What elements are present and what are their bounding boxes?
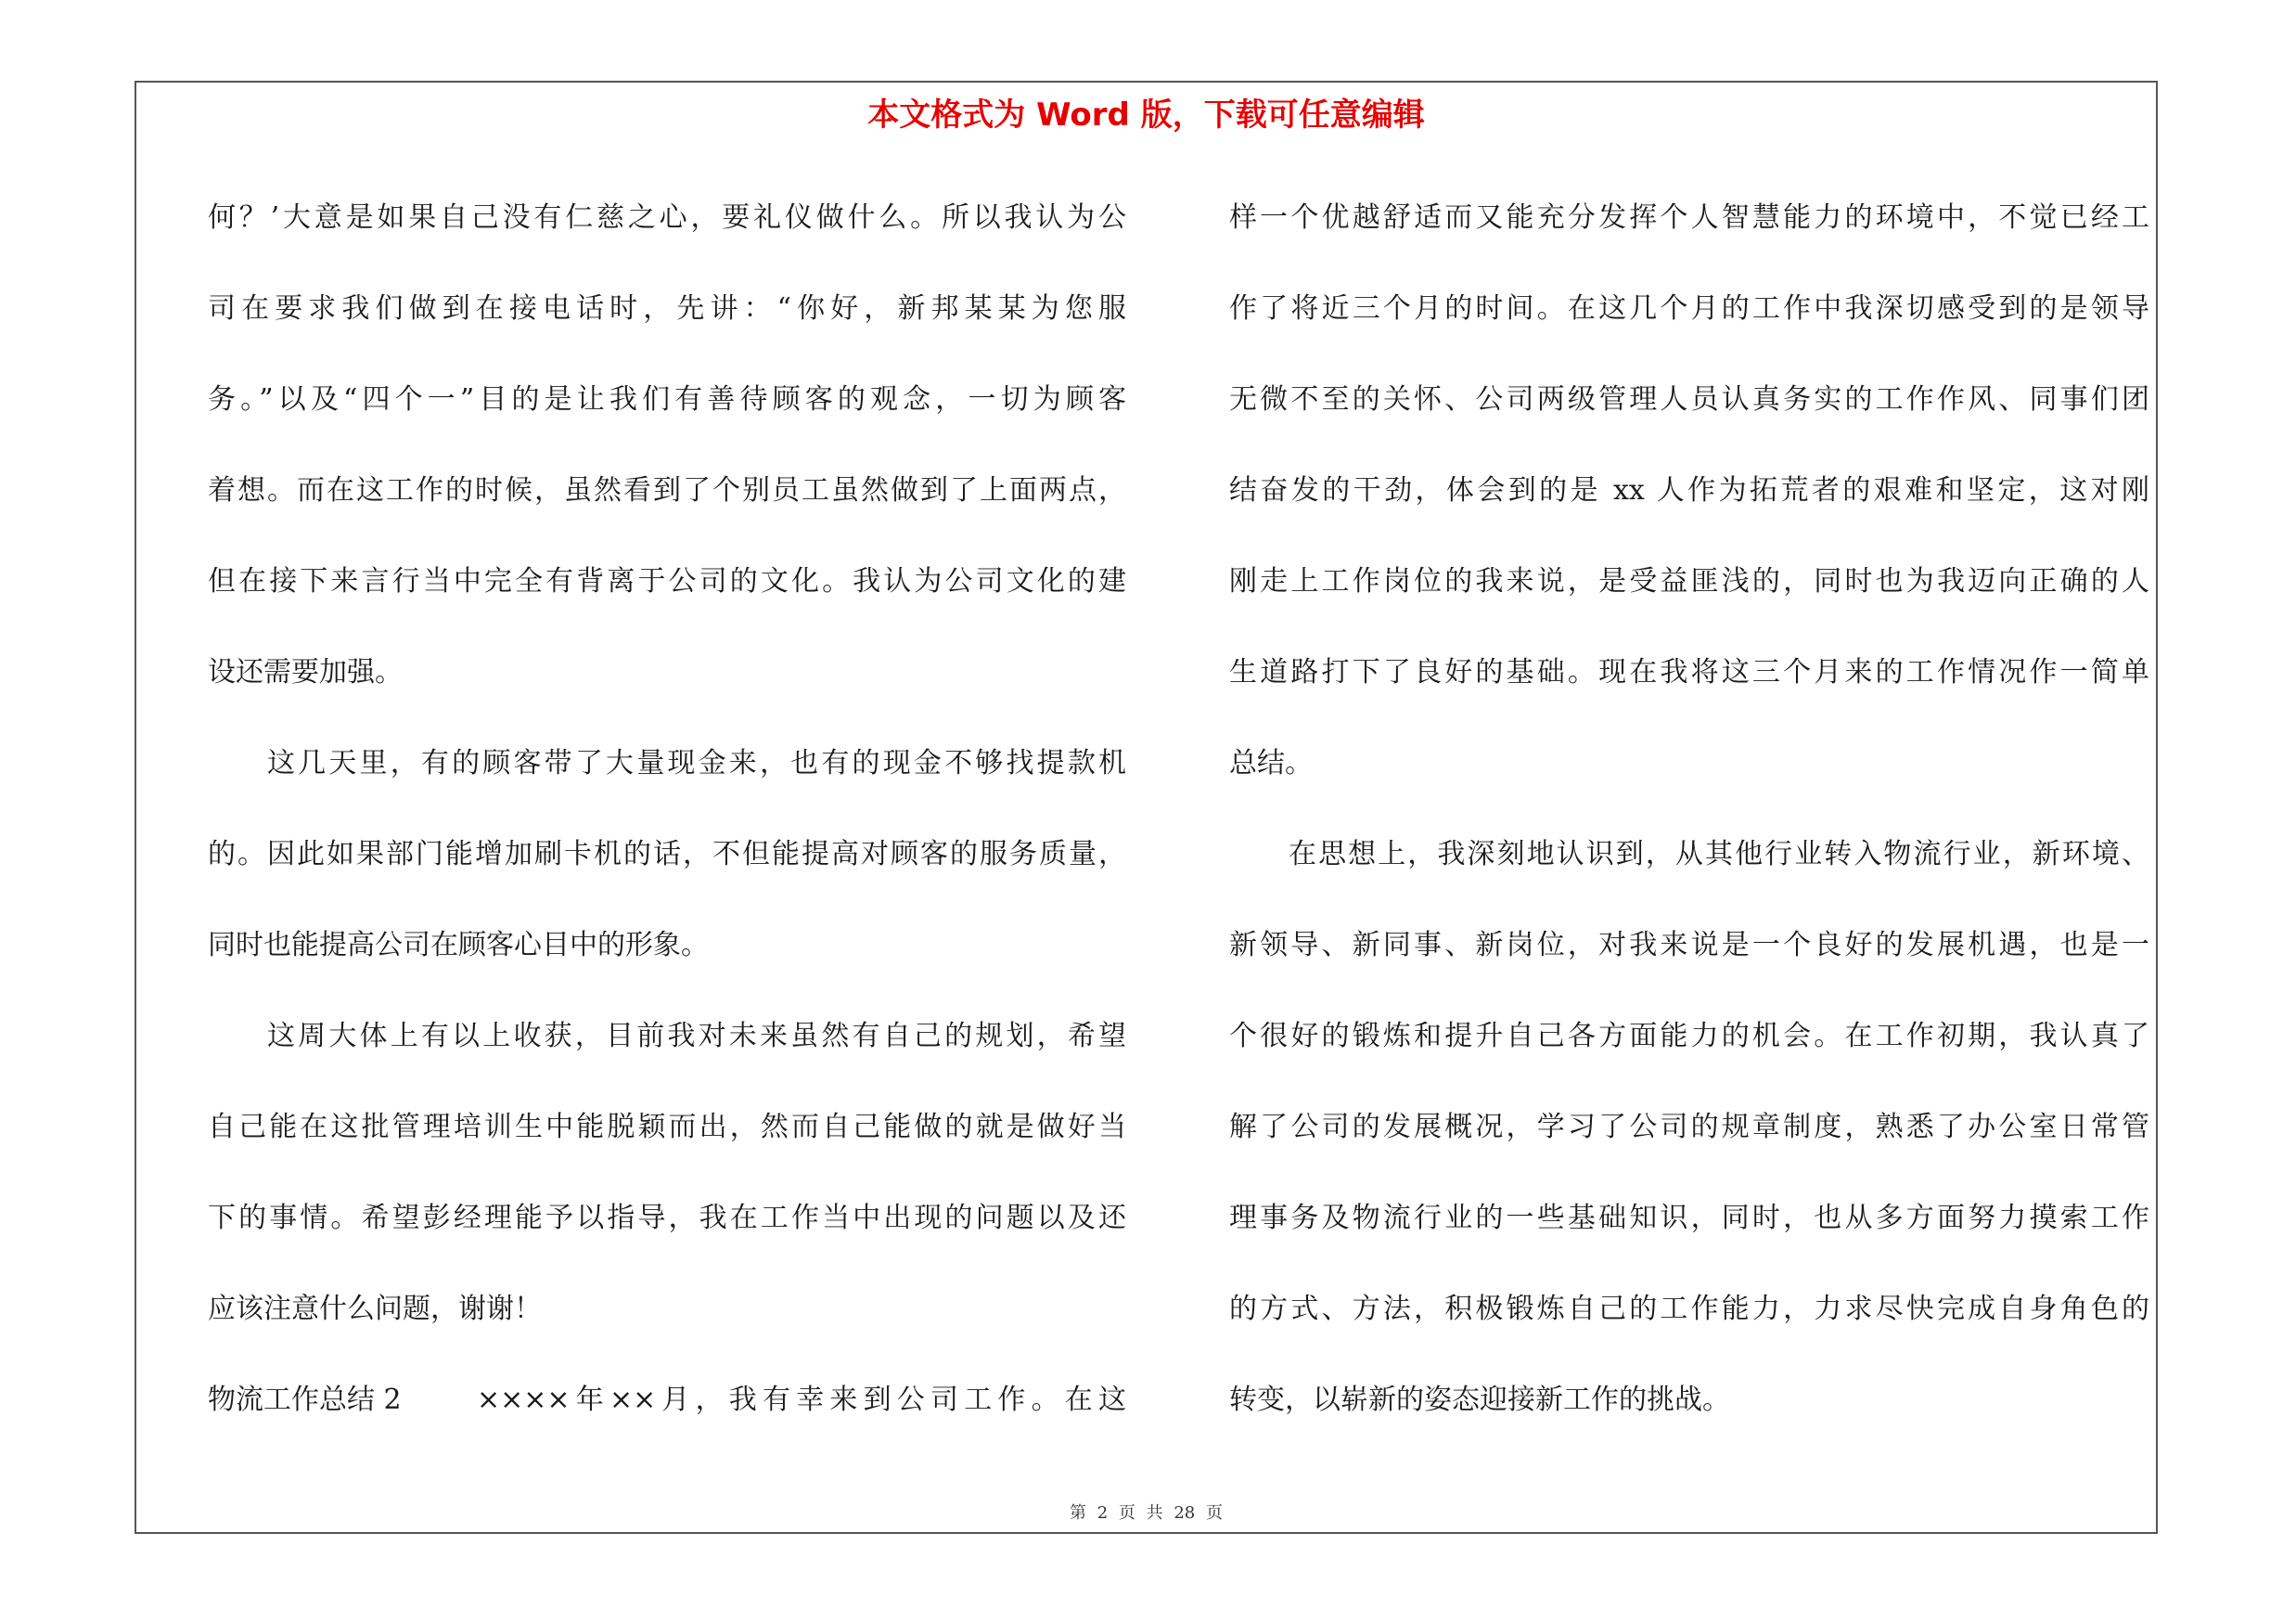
text-line: 转变，以崭新的姿态迎接新工作的挑战。 xyxy=(1229,1384,1730,1416)
text-line: 生道路打下了良好的基础。现在我将这三个月来的工作情况作一简单 xyxy=(1229,656,2149,689)
text-line: 新领导、新同事、新岗位，对我来说是一个良好的发展机遇，也是一 xyxy=(1229,929,2149,961)
text-line: 样一个优越舒适而又能充分发挥个人智慧能力的环境中，不觉已经工 xyxy=(1229,201,2149,234)
paragraph-first-line: 在思想上，我深刻地认识到，从其他行业转入物流行业，新环境、 xyxy=(1289,838,2149,870)
text-line: 总结。 xyxy=(1229,747,1313,779)
page-number-footer: 第 2 页 共 28 页 xyxy=(1070,1503,1223,1523)
text-line: 个很好的锻炼和提升自己各方面能力的机会。在工作初期，我认真了 xyxy=(1229,1020,2149,1052)
page-frame xyxy=(135,81,2158,1534)
text-line: 的方式、方法，积极锻炼自己的工作能力，力求尽快完成自身角色的 xyxy=(1229,1293,2149,1325)
text-line: 下的事情。希望彭经理能予以指导，我在工作当中出现的问题以及还 xyxy=(208,1202,1126,1234)
text-line: 设还需要加强。 xyxy=(208,656,403,689)
text-line: 但在接下来言行当中完全有背离于公司的文化。我认为公司文化的建 xyxy=(208,565,1126,598)
text-line: 何？’大意是如果自己没有仁慈之心，要礼仪做什么。所以我认为公 xyxy=(208,201,1126,234)
text-line: 同时也能提高公司在顾客心目中的形象。 xyxy=(208,929,709,961)
text-line: 应该注意什么问题，谢谢！ xyxy=(208,1293,542,1325)
text-line: 刚走上工作岗位的我来说，是受益匪浅的，同时也为我迈向正确的人 xyxy=(1229,565,2149,598)
text-line: 无微不至的关怀、公司两级管理人员认真务实的工作作风、同事们团 xyxy=(1229,383,2149,416)
text-line: 解了公司的发展概况，学习了公司的规章制度，熟悉了办公室日常管 xyxy=(1229,1111,2149,1143)
text-line: 理事务及物流行业的一些基础知识，同时，也从多方面努力摸索工作 xyxy=(1229,1202,2149,1234)
text-line: 作了将近三个月的时间。在这几个月的工作中我深切感受到的是领导 xyxy=(1229,292,2149,325)
left-column xyxy=(208,173,1126,1446)
text-line: 着想。而在这工作的时候，虽然看到了个别员工虽然做到了上面两点， xyxy=(208,474,1126,507)
text-line: 结奋发的干劲，体会到的是 xx 人作为拓荒者的艰难和坚定，这对刚 xyxy=(1229,474,2149,507)
paragraph-first-line: 这几天里，有的顾客带了大量现金来，也有的现金不够找提款机 xyxy=(267,747,1126,779)
section-line xyxy=(208,1355,1126,1446)
section-first-line: ××××年××月，我有幸来到公司工作。在这 xyxy=(477,1384,1126,1416)
right-column xyxy=(1229,173,2149,1446)
section-heading: 物流工作总结 2 xyxy=(208,1384,402,1416)
text-line: 务。”以及“四个一”目的是让我们有善待顾客的观念，一切为顾客 xyxy=(208,383,1126,416)
format-banner: 本文格式为 Word 版，下载可任意编辑 xyxy=(867,97,1425,134)
text-line: 的。因此如果部门能增加刷卡机的话，不但能提高对顾客的服务质量， xyxy=(208,838,1126,870)
paragraph-first-line: 这周大体上有以上收获，目前我对未来虽然有自己的规划，希望 xyxy=(267,1020,1126,1052)
text-line: 司在要求我们做到在接电话时，先讲：“你好，新邦某某为您服 xyxy=(208,292,1126,325)
text-line: 自己能在这批管理培训生中能脱颖而出，然而自己能做的就是做好当 xyxy=(208,1111,1126,1143)
